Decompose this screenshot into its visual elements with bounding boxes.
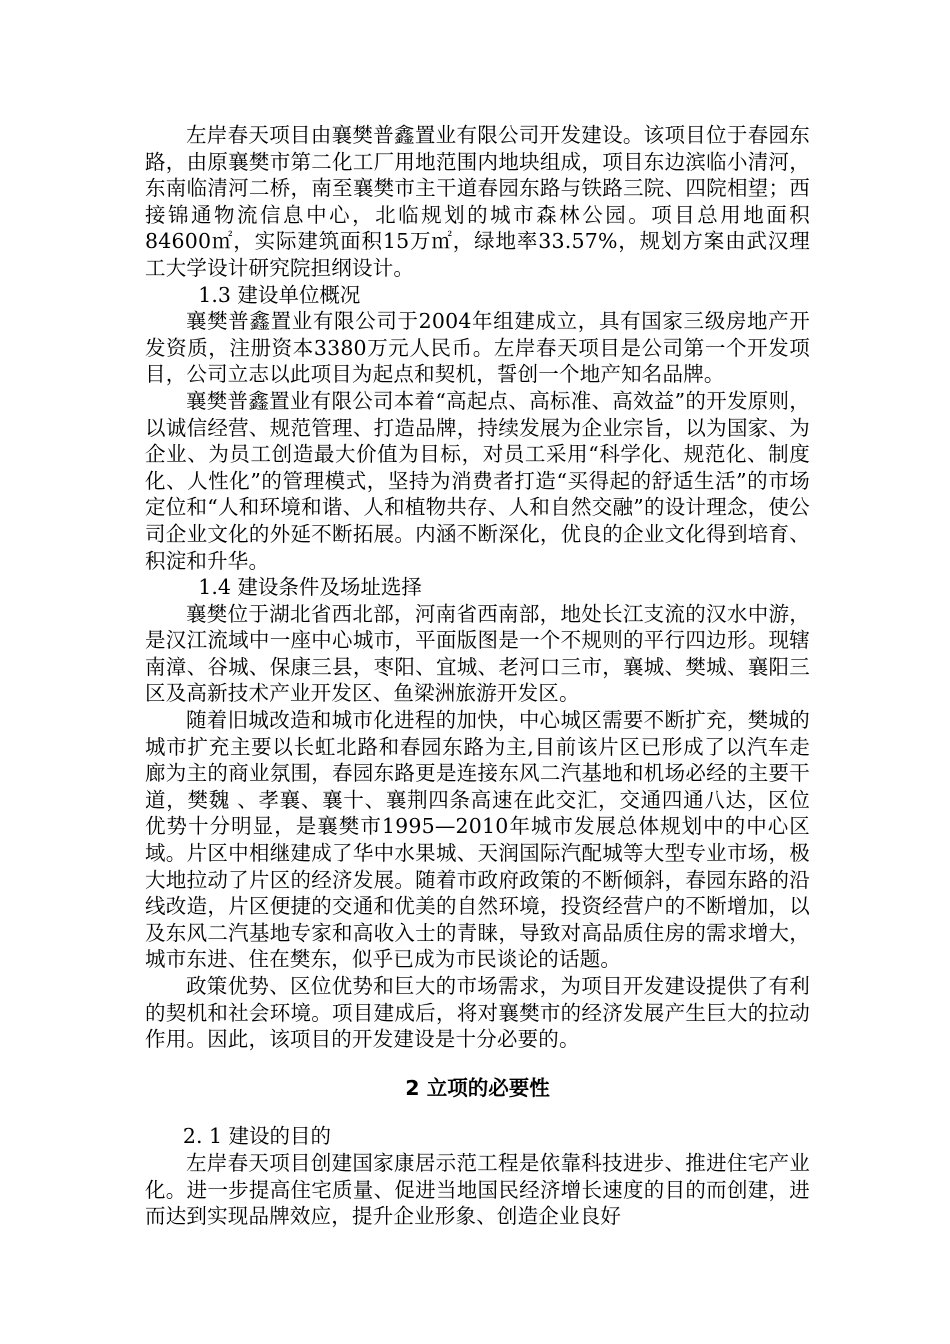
heading-1-4: 1.4 建设条件及场址选择: [198, 575, 422, 600]
heading-1-3: 1.3 建设单位概况: [198, 282, 361, 307]
paragraph-project-necessity: 政策优势、区位优势和巨大的市场需求，为项目开发建设提供了有利的契机和社会环境。项目建成后，将对襄樊市的经济发展产生巨大的拉动作用。因此，该项目的开发建设是十分必要的。: [145, 974, 810, 1052]
paragraph-urban-development: 随着旧城改造和城市化进程的加快，中心城区需要不断扩充，樊城的城市扩充主要以长虹北路和春园东路为主,目前该片区已形成了以汽车走廊为主的商业氛围，春园东路更是连接东风二汽基地和机场必经的主要干道，樊魏 、孝襄、襄十、襄荆四条高速在此交汇，交通四通八达，区位优势十分明显，是襄樊市1995—2010年城市发展总体规划中的中心区域。片区中相继建成了华中水果城、天润国际汽配城等大型专业市场，极大地拉动了片区的经济发展。随着市政府政策的不断倾斜，春园东路的沿线改造，片区便捷的交通和优美的自然环境，投资经营户的不断增加，以及东风二汽基地专家和高收入士的青睐，导致对高品质住房的需求增大，城市东进、住在樊东，似乎已成为市民谈论的话题。: [145, 708, 810, 972]
paragraph-company-profile: 襄樊普鑫置业有限公司于2004年组建成立，具有国家三级房地产开发资质，注册资本3380万元人民币。左岸春天项目是公司第一个开发项目，公司立志以此项目为起点和契机，誓创一个地产知名品牌。: [145, 309, 810, 387]
paragraph-construction-purpose: 左岸春天项目创建国家康居示范工程是依靠科技进步、推进住宅产业化。进一步提高住宅质量、促进当地国民经济增长速度的目的而创建，进而达到实现品牌效应，提升企业形象、创造企业良好: [145, 1150, 810, 1229]
heading-2-1: 2. 1 建设的目的: [182, 1124, 332, 1149]
document-page: [145, 122, 810, 1230]
paragraph-company-culture: 襄樊普鑫置业有限公司本着“高起点、高标准、高效益”的开发原则，以诚信经营、规范管理、打造品牌，持续发展为企业宗旨，以为国家、为企业、为员工创造最大价值为目标，对员工采用“科学化、规范化、制度化、人性化”的管理模式，坚持为消费者打造“买得起的舒适生活”的市场定位和“人和环境和谐、人和植物共存、人和自然交融”的设计理念，使公司企业文化的外延不断拓展。内涵不断深化，优良的企业文化得到培育、积淀和升华。: [145, 388, 810, 573]
section-title-2: 2 立项的必要性: [405, 1075, 550, 1100]
paragraph-project-overview: 左岸春天项目由襄樊普鑫置业有限公司开发建设。该项目位于春园东路，由原襄樊市第二化工厂用地范围内地块组成，项目东边滨临小清河，东南临清河二桥，南至襄樊市主干道春园东路与铁路三院、四院相望；西接锦通物流信息中心，北临规划的城市森林公园。项目总用地面积84600㎡，实际建筑面积15万㎡，绿地率33.57%，规划方案由武汉理工大学设计研究院担纲设计。: [145, 123, 810, 280]
paragraph-city-location: 襄樊位于湖北省西北部，河南省西南部，地处长江支流的汉水中游，是汉江流域中一座中心城市，平面版图是一个不规则的平行四边形。现辖南漳、谷城、保康三县，枣阳、宜城、老河口三市，襄城、樊城、襄阳三区及高新技术产业开发区、鱼梁洲旅游开发区。: [145, 601, 810, 706]
